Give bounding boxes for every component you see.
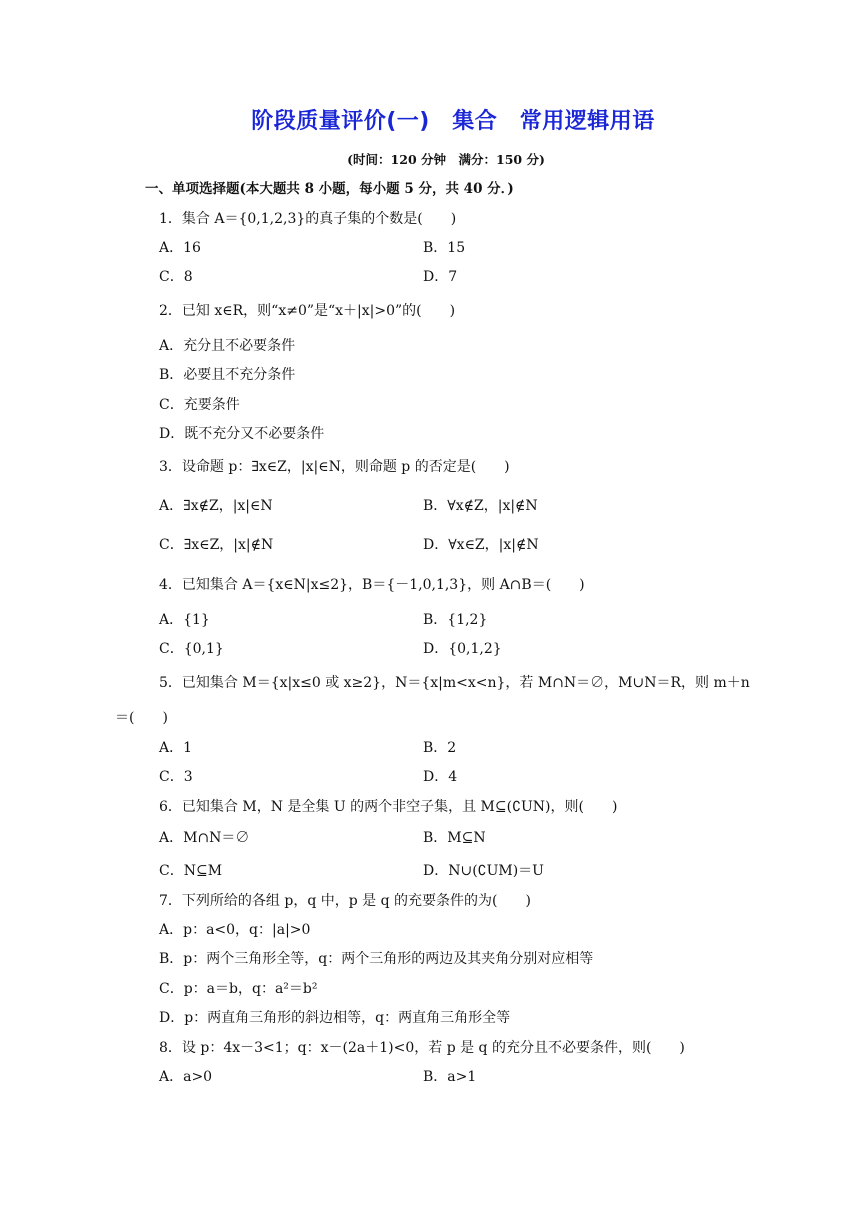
- question-4-option-c: C．{0,1}: [159, 641, 224, 657]
- question-5-option-c: C．3: [159, 769, 193, 785]
- question-2-option-b: B．必要且不充分条件: [159, 367, 296, 383]
- question-7-stem: 7．下列所给的各组 p，q 中，p 是 q 的充要条件的为( ): [159, 893, 531, 909]
- question-6-option-c: C．N⊆M: [159, 863, 223, 879]
- question-7-option-d: D．p：两直角三角形的斜边相等，q：两直角三角形全等: [159, 1010, 511, 1026]
- question-1-option-c: C．8: [159, 269, 193, 285]
- question-2-option-d: D．既不充分又不必要条件: [159, 426, 325, 442]
- exam-info: (时间：120 分钟 满分：150 分): [347, 152, 545, 167]
- question-6-option-d: D．N∪(∁UM)＝U: [423, 863, 544, 879]
- question-1-option-a: A．16: [159, 240, 201, 256]
- question-4-stem: 4．已知集合 A＝{x∈N|x≤2}，B＝{－1,0,1,3}，则 A∩B＝( ): [159, 577, 585, 593]
- question-8-option-a: A．a>0: [159, 1069, 213, 1085]
- question-2-option-c: C．充要条件: [159, 397, 240, 413]
- question-3-option-c: C．∃x∈Z，|x|∉N: [159, 537, 274, 553]
- question-3-option-d: D．∀x∈Z，|x|∉N: [423, 537, 539, 553]
- question-5-option-d: D．4: [423, 769, 458, 785]
- question-5-stem-continued: ＝( ): [115, 710, 168, 726]
- question-1-option-d: D．7: [423, 269, 458, 285]
- question-3-option-a: A．∃x∉Z，|x|∈N: [159, 498, 273, 514]
- question-8-stem: 8．设 p：4x－3<1；q：x－(2a＋1)<0，若 p 是 q 的充分且不必要条件，则( ): [159, 1040, 685, 1056]
- question-8-option-b: B．a>1: [423, 1069, 477, 1085]
- question-5-option-b: B．2: [423, 740, 457, 756]
- question-1-option-b: B．15: [423, 240, 466, 256]
- question-5-stem: 5．已知集合 M＝{x|x≤0 或 x≥2}，N＝{x|m<x<n}，若 M∩N＝∅，M∪N＝R，则 m＋n: [159, 675, 750, 691]
- question-7-option-b: B．p：两个三角形全等，q：两个三角形的两边及其夹角分别对应相等: [159, 951, 594, 967]
- question-4-option-d: D．{0,1,2}: [423, 641, 502, 657]
- question-6-stem: 6．已知集合 M，N 是全集 U 的两个非空子集，且 M⊆(∁UN)，则( ): [159, 799, 618, 815]
- page-title: 阶段质量评价(一) 集合 常用逻辑用语: [251, 109, 655, 134]
- question-4-option-b: B．{1,2}: [423, 612, 488, 628]
- question-6-option-b: B．M⊆N: [423, 830, 486, 846]
- question-1-stem: 1．集合 A＝{0,1,2,3}的真子集的个数是( ): [159, 211, 457, 227]
- question-4-option-a: A．{1}: [159, 612, 210, 628]
- question-3-stem: 3．设命题 p：∃x∈Z，|x|∈N，则命题 p 的否定是( ): [159, 459, 510, 475]
- question-3-option-b: B．∀x∉Z，|x|∉N: [423, 498, 538, 514]
- question-2-stem: 2．已知 x∈R，则“x≠0”是“x＋|x|>0”的( ): [159, 303, 456, 319]
- question-6-option-a: A．M∩N＝∅: [159, 830, 250, 846]
- question-7-option-c: C．p：a＝b，q：a²＝b²: [159, 981, 318, 997]
- question-2-option-a: A．充分且不必要条件: [159, 338, 296, 354]
- question-5-option-a: A．1: [159, 740, 193, 756]
- section-heading: 一、单项选择题(本大题共 8 小题，每小题 5 分，共 40 分．): [145, 181, 514, 197]
- question-7-option-a: A．p：a<0，q：|a|>0: [159, 922, 311, 938]
